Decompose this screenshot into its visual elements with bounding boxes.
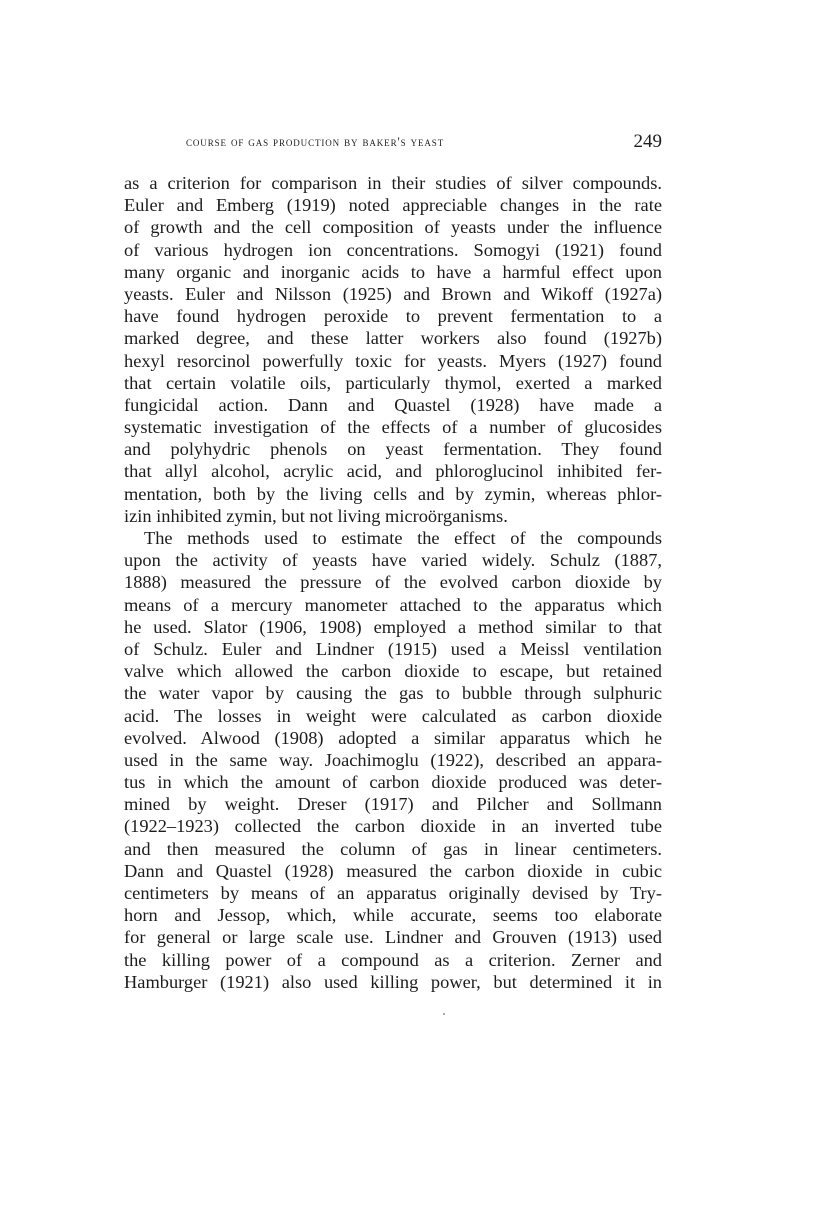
text-line: and then measured the column of gas in linear centimeters. bbox=[124, 838, 662, 859]
text-line: marked degree, and these latter workers also found (1927b) bbox=[124, 328, 662, 349]
text-line: systematic investigation of the effects of a number of glucosides bbox=[124, 417, 662, 438]
text-line: The methods used to estimate the effect of the compounds bbox=[144, 528, 662, 548]
text-line: means of a mercury manometer attached to the apparatus which bbox=[124, 594, 662, 615]
text-line: the water vapor by causing the gas to bubble through sulphuric bbox=[124, 683, 662, 704]
text-line: centimeters by means of an apparatus originally devised by Try- bbox=[124, 883, 662, 903]
text-line: tus in which the amount of carbon dioxide produced was deter- bbox=[124, 772, 662, 793]
text-line: fungicidal action. Dann and Quastel (1928) have made a bbox=[124, 394, 662, 415]
text-line: valve which allowed the carbon dioxide to escape, but retained bbox=[124, 661, 662, 682]
text-line: that certain volatile oils, particularly thymol, exerted a marked bbox=[124, 372, 662, 393]
text-line: Dann and Quastel (1928) measured the carbon dioxide in cubic bbox=[124, 860, 662, 881]
text-line: used in the same way. Joachimoglu (1922), described an appara- bbox=[124, 749, 662, 770]
text-line: Hamburger (1921) also used killing power, but determined it in bbox=[124, 971, 662, 992]
text-line: hexyl resorcinol powerfully toxic for yeasts. Myers (1927) found bbox=[124, 350, 662, 371]
text-line: horn and Jessop, which, while accurate, seems too elaborate bbox=[124, 905, 662, 926]
text-line: 1888) measured the pressure of the evolved carbon dioxide by bbox=[124, 572, 662, 593]
text-line: Euler and Emberg (1919) noted appreciable changes in the rate bbox=[124, 195, 662, 216]
paragraph-2 bbox=[124, 527, 662, 993]
text-line: have found hydrogen peroxide to prevent fermentation to a bbox=[124, 306, 662, 327]
text-line: izin inhibited zymin, but not living microörganisms. bbox=[124, 505, 508, 526]
text-line: acid. The losses in weight were calculated as carbon dioxide bbox=[124, 705, 662, 726]
text-line: many organic and inorganic acids to have a harmful effect upon bbox=[124, 261, 662, 282]
text-line: that allyl alcohol, acrylic acid, and phloroglucinol inhibited fer- bbox=[124, 461, 662, 482]
text-line: (1922–1923) collected the carbon dioxide in an inverted tube bbox=[124, 816, 662, 837]
text-line: mentation, both by the living cells and by zymin, whereas phlor- bbox=[124, 483, 662, 504]
page-number: 249 bbox=[633, 131, 662, 152]
paragraph-1 bbox=[124, 172, 662, 527]
text-line: the killing power of a compound as a criterion. Zerner and bbox=[124, 949, 662, 970]
text-line: and polyhydric phenols on yeast fermentation. They found bbox=[124, 439, 662, 460]
page-header bbox=[186, 131, 662, 155]
text-line: of growth and the cell composition of yeasts under the influence bbox=[124, 217, 662, 238]
running-head: course of gas production by baker's yeast bbox=[186, 135, 445, 149]
scan-speck bbox=[443, 1013, 445, 1015]
text-line: he used. Slator (1906, 1908) employed a method similar to that bbox=[124, 616, 662, 637]
text-line: yeasts. Euler and Nilsson (1925) and Brown and Wikoff (1927a) bbox=[124, 283, 662, 304]
text-line: evolved. Alwood (1908) adopted a similar apparatus which he bbox=[124, 727, 662, 748]
text-line: for general or large scale use. Lindner and Grouven (1913) used bbox=[124, 927, 662, 948]
text-line: upon the activity of yeasts have varied widely. Schulz (1887, bbox=[124, 550, 662, 571]
text-line: as a criterion for comparison in their studies of silver compounds. bbox=[124, 173, 662, 193]
body-text bbox=[124, 172, 662, 993]
text-line: of Schulz. Euler and Lindner (1915) used a Meissl ventilation bbox=[124, 638, 662, 659]
text-line: mined by weight. Dreser (1917) and Pilcher and Sollmann bbox=[124, 794, 662, 815]
text-line: of various hydrogen ion concentrations. Somogyi (1921) found bbox=[124, 239, 662, 260]
